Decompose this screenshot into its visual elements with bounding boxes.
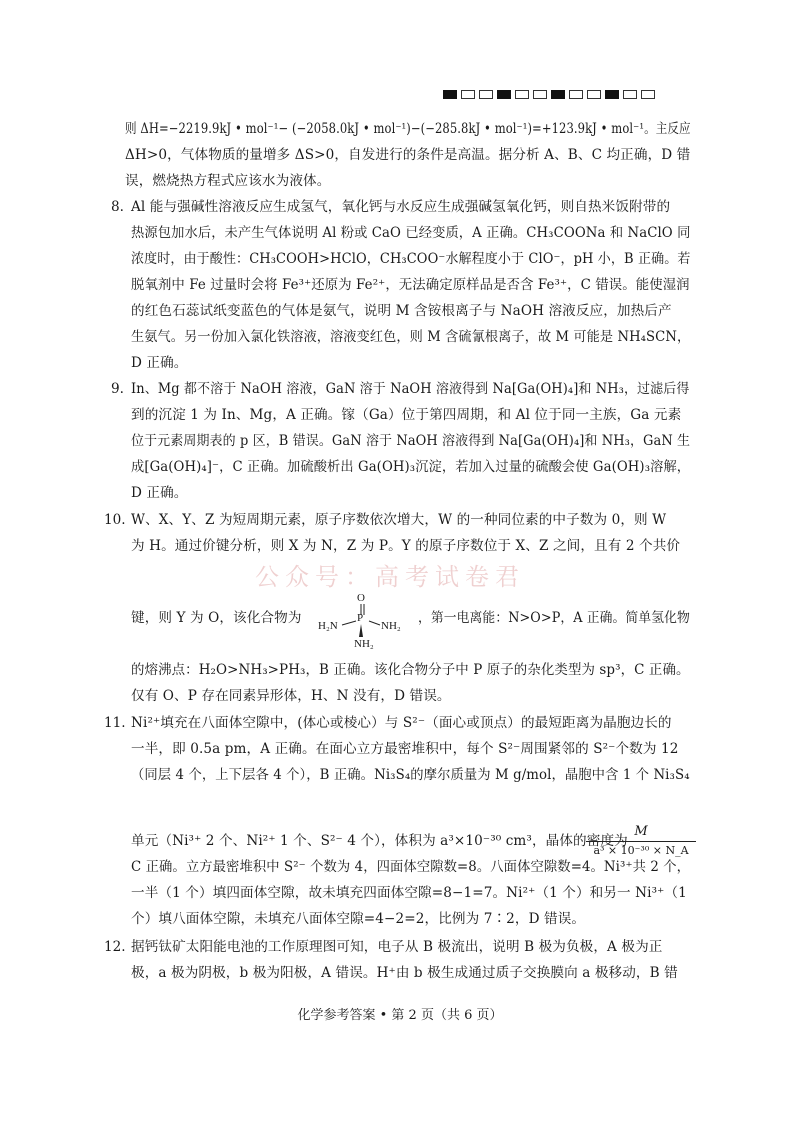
oxygen-atom: O <box>357 592 365 604</box>
text-line: In、Mg 都不溶于 NaOH 溶液，GaN 溶于 NaOH 溶液得到 Na[Ga(OH)₄]和 NH₃，过滤后得 <box>131 381 690 397</box>
text-line: （同层 4 个，上下层各 4 个），B 正确。Ni₃S₄的摩尔质量为 M g/mol，晶胞中含 1 个 Ni₃S₄ <box>131 767 690 783</box>
amino-group-bottom: NH₂ <box>354 638 374 650</box>
text-line: 误，燃烧热方程式应该水为液体。 <box>125 173 331 189</box>
amino-group-right: NH₂ <box>381 620 401 632</box>
fraction-bar <box>586 841 696 842</box>
text-line: 的红色石蕊试纸变蓝色的气体是氨气，说明 M 含铵根离子与 NaOH 溶液反应，加热后产 <box>131 303 672 319</box>
fraction-numerator: M <box>634 824 648 839</box>
text-line: 脱氧剂中 Fe 过量时会将 Fe³⁺还原为 Fe²⁺，无法确定原样品是否含 Fe³⁺，C 错误。能使湿润 <box>131 277 690 293</box>
question-number: 8. <box>111 199 124 215</box>
header-square-markers <box>443 90 655 101</box>
text-line: 为 H。通过价键分析，则 X 为 N，Z 为 P。Y 的原子序数位于 X、Z 之间，且有 2 个共价 <box>131 538 681 554</box>
text-line: 到的沉淀 1 为 In、Mg，A 正确。镓（Ga）位于第四周期，和 Al 位于同一主族，Ga 元素 <box>131 407 682 423</box>
text-line: 个）填八面体空隙，未填充八面体空隙=4−2=2，比例为 7∶2，D 错误。 <box>131 911 586 927</box>
text-line: ，第一电离能：N>O>P，A 正确。简单氢化物 <box>418 610 690 626</box>
text-line: 生氨气。另一份加入氯化铁溶液，溶液变红色，则 M 含硫氰根离子，故 M 可能是 NH₄SCN， <box>131 329 691 345</box>
text-line: 位于元素周期表的 p 区，B 错误。GaN 溶于 NaOH 溶液得到 Na[Ga(OH)₄]和 NH₃，GaN 生 <box>131 433 691 449</box>
filled-square-marker <box>443 90 457 99</box>
phosphorus-atom: P <box>357 612 364 624</box>
text-line: 热源包加水后，未产生气体说明 Al 粉或 CaO 已经变质，A 正确。CH₃COONa 和 NaClO 同 <box>131 225 691 241</box>
density-fraction <box>586 824 696 857</box>
text-line: 浓度时，由于酸性：CH₃COOH>HClO，CH₃COO⁻水解程度小于 ClO⁻，pH 小，B 正确。若 <box>131 251 691 267</box>
text-line: 成[Ga(OH)₄]⁻，C 正确。加硫酸析出 Ga(OH)₃沉淀，若加入过量的硫酸会使 Ga(OH)₃溶解， <box>131 459 691 475</box>
empty-square-marker <box>623 90 637 99</box>
fraction-denominator: a³ × 10⁻³⁰ × N_A <box>593 844 689 857</box>
filled-square-marker <box>605 90 619 99</box>
text-line: D 正确。 <box>131 485 188 501</box>
text-line: Al 能与强碱性溶液反应生成氢气，氧化钙与水反应生成强碱氢氧化钙，则自热米饭附带的 <box>131 199 671 215</box>
text-line: 则 ΔH=−2219.9kJ • mol⁻¹− (−2058.0kJ • mol⁻¹)−(−285.8kJ • mol⁻¹)=+123.9kJ • mol⁻¹。主反应 <box>125 121 691 137</box>
filled-square-marker <box>551 90 565 99</box>
empty-square-marker <box>479 90 493 99</box>
filled-square-marker <box>497 90 511 99</box>
page-footer: 化学参考答案 • 第 2 页（共 6 页） <box>297 1008 503 1023</box>
structural-formula <box>318 594 413 656</box>
question-number: 9. <box>111 381 124 397</box>
question-number: 10. <box>104 512 126 528</box>
text-line: 单元（Ni³⁺ 2 个、Ni²⁺ 1 个、S²⁻ 4 个），体积为 a³×10⁻³⁰ cm³，晶体的密度为 <box>131 833 628 849</box>
watermark: 公众号：高考试卷君 <box>255 563 525 591</box>
text-line: 仅有 O、P 存在同素异形体，H、N 没有，D 错误。 <box>131 688 451 704</box>
empty-square-marker <box>587 90 601 99</box>
text-line: 的熔沸点：H₂O>NH₃>PH₃，B 正确。该化合物分子中 P 原子的杂化类型为 sp³，C 正确。 <box>131 662 690 678</box>
text-line: 极，a 极为阴极，b 极为阳极，A 错误。H⁺由 b 极生成通过质子交换膜向 a 极移动，B 错 <box>131 965 678 981</box>
empty-square-marker <box>533 90 547 99</box>
empty-square-marker <box>569 90 583 99</box>
amino-group-left: H₂N <box>318 620 338 632</box>
text-line: Ni²⁺填充在八面体空隙中，(体心或棱心）与 S²⁻（面心或顶点）的最短距离为晶胞边长的 <box>131 715 672 731</box>
text-line: 一半（1 个）填四面体空隙，故未填充四面体空隙=8−1=7。Ni²⁺（1 个）和另一 Ni³⁺（1 <box>131 885 687 901</box>
text-line: 一半，即 0.5a pm，A 正确。在面心立方最密堆积中，每个 S²⁻周围紧邻的 S²⁻个数为 12 <box>131 741 679 757</box>
empty-square-marker <box>515 90 529 99</box>
text-line: 据钙钛矿太阳能电池的工作原理图可知，电子从 B 极流出，说明 B 极为负极，A 极为正 <box>131 939 663 955</box>
empty-square-marker <box>641 90 655 99</box>
text-line: W、X、Y、Z 为短周期元素，原子序数依次增大，W 的一种同位素的中子数为 0，则 W <box>131 512 667 528</box>
text-line: D 正确。 <box>131 355 188 371</box>
text-line: ΔH>0，气体物质的量增多 ΔS>0，自发进行的条件是高温。据分析 A、B、C 均正确，D 错 <box>125 147 691 163</box>
text-line: 键，则 Y 为 O，该化合物为 <box>131 610 302 626</box>
question-number: 11. <box>104 715 126 731</box>
question-number: 12. <box>104 939 126 955</box>
empty-square-marker <box>461 90 475 99</box>
text-line: C 正确。立方最密堆积中 S²⁻ 个数为 4，四面体空隙数=8。八面体空隙数=4。Ni³⁺共 2 个， <box>131 859 691 875</box>
